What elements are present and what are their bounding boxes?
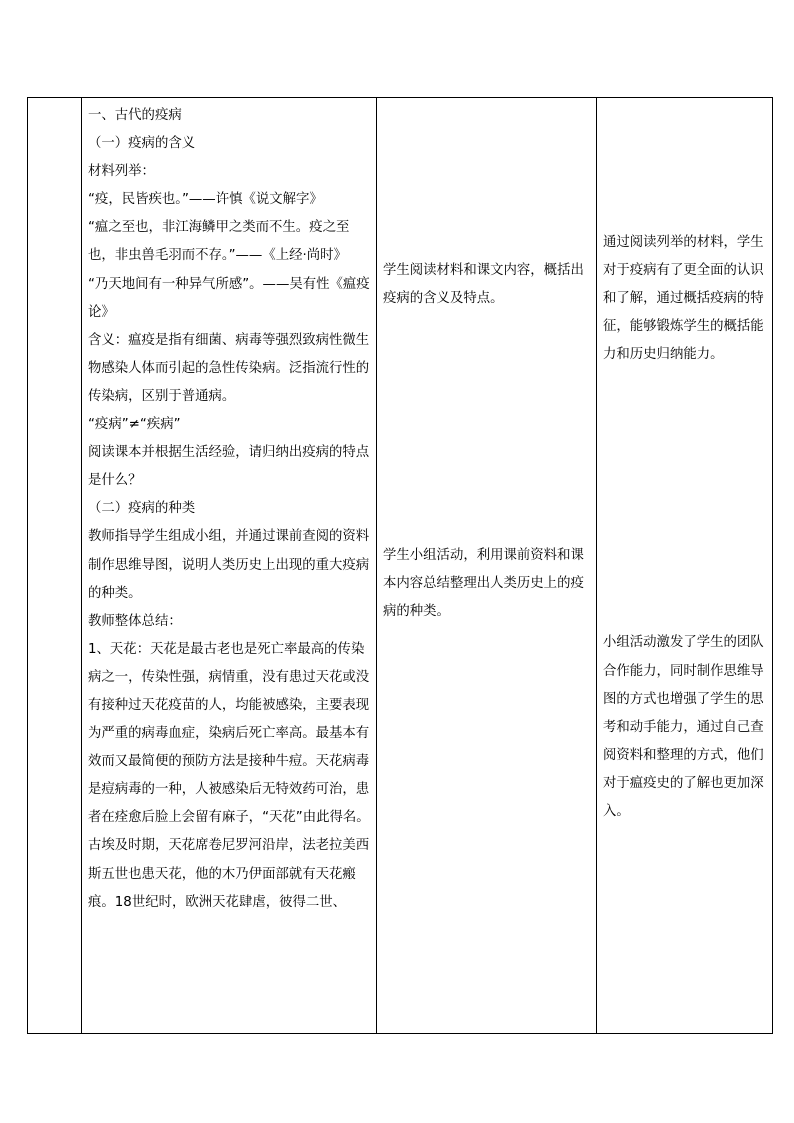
student-activity-text: 学生小组活动，利用课前资料和课本内容总结整理出人类历史上的疫病的种类。: [383, 548, 584, 620]
lesson-plan-table: [27, 97, 773, 1034]
subsection-heading: （一）疫病的含义: [88, 136, 196, 152]
teaching-content-cell: [82, 98, 377, 1034]
paragraph: 教师整体总结：: [88, 613, 182, 629]
section-heading: 一、古代的疫病: [88, 108, 182, 123]
history-paragraph: 古埃及时期，天花席卷尼罗河沿岸，法老拉美西斯五世也患天花，他的木乃伊面部就有天花瘢痕。18世纪时，欧洲天花肆虐，彼得二世、: [88, 838, 370, 910]
smallpox-paragraph: 1、天花：天花是最古老也是死亡率最高的传染病之一，传染性强，病情重，没有患过天花或没有接种过天花疫苗的人，均能被感染，主要表现为严重的病毒血症，染病后死亡率高。最基本有效而又最简便的预防方法是接种牛痘。天花病毒是痘病毒的一种，人被感染后无特效药可治，患者在痊愈后脸上会留有麻子，“天花”由此得名。: [88, 641, 370, 826]
quotation: “瘟之至也，非江海鳞甲之类而不生。疫之至也，非虫兽毛羽而不存。”——《上经·尚时》: [88, 220, 350, 264]
definition-paragraph: 含义：瘟疫是指有细菌、病毒等强烈致病性微生物感染人体而引起的急性传染病。泛指流行性的传染病，区别于普通病。: [88, 332, 370, 404]
student-activity-cell: [377, 98, 597, 1034]
design-purpose-text: 通过阅读列举的材料，学生对于疫病有了更全面的认识和了解，通过概括疫病的特征，能够锻炼学生的概括能力和历史归纳能力。: [603, 235, 764, 363]
stage-cell: [28, 98, 82, 1034]
quotation: “疫，民皆疾也。”——许慎《说文解字》: [88, 192, 323, 208]
paragraph: “疫病”≠“疾病”: [88, 417, 181, 433]
table-row: [28, 98, 773, 1034]
design-purpose-cell: [597, 98, 773, 1034]
student-activity-text: 学生阅读材料和课文内容，概括出疫病的含义及特点。: [383, 263, 584, 307]
design-purpose-text: 小组活动激发了学生的团队合作能力，同时制作思维导图的方式也增强了学生的思考和动手能力，通过自己查阅资料和整理的方式，他们对于瘟疫史的了解也更加深入。: [603, 635, 764, 820]
paragraph: 材料列举：: [88, 164, 155, 180]
question-paragraph: 阅读课本并根据生活经验，请归纳出疫病的特点是什么？: [88, 445, 370, 489]
quotation: “乃天地间有一种异气所感”。——吴有性《瘟疫论》: [88, 276, 370, 320]
paragraph: 教师指导学生组成小组，并通过课前查阅的资料制作思维导图，说明人类历史上出现的重大疫病的种类。: [88, 529, 370, 601]
subsection-heading: （二）疫病的种类: [88, 501, 196, 517]
